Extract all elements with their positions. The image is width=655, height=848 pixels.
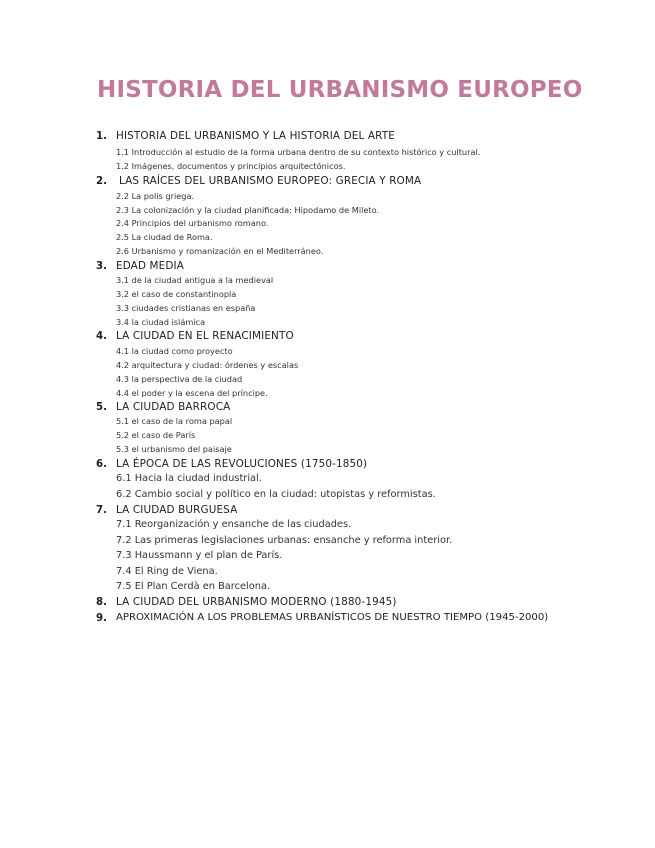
subitem: 7.4 El Ring de Viena. [116,566,218,577]
item-title: LA ÉPOCA DE LAS REVOLUCIONES (1750-1850) [116,458,368,470]
subitem: 2.2 La polis griega. [116,191,195,201]
subitem: 4.1 la ciudad como proyecto [116,346,233,356]
item-title: APROXIMACIÓN A LOS PROBLEMAS URBANÍSTICOS DE NUESTRO TIEMPO (1945-2000) [116,612,549,623]
item-title: LA CIUDAD BARROCA [116,401,231,413]
item-number: 8. [96,597,107,608]
item-number: 3. [96,261,107,272]
subitem: 1.1 Introducción al estudio de la forma urbana dentro de su contexto histórico y cultural. [116,147,481,157]
document-title: HISTORIA DEL URBANISMO EUROPEO [97,77,583,103]
subitem: 7.3 Haussmann y el plan de París. [116,550,283,561]
subitem: 4.4 el poder y la escena del príncipe. [116,388,268,398]
subitem: 2.6 Urbanismo y romanización en el Mediterráneo. [116,246,324,256]
subitem: 3.2 el caso de constantinopla [116,289,237,299]
subitem: 2.5 La ciudad de Roma. [116,232,213,242]
subitem: 5.1 el caso de la roma papal [116,416,233,426]
subitem: 4.2 arquitectura y ciudad: órdenes y escalas [116,360,299,370]
item-number: 4. [96,331,107,342]
item-title: LA CIUDAD EN EL RENACIMIENTO [116,330,294,342]
subitem: 6.1 Hacia la ciudad industrial. [116,473,262,484]
item-number: 1. [96,131,107,142]
item-title: LA CIUDAD BURGUESA [116,504,238,516]
subitem: 2.3 La colonización y la ciudad planificada: Hipodamo de Mileto. [116,205,380,215]
item-number: 6. [96,459,107,470]
subitem: 7.2 Las primeras legislaciones urbanas: ensanche y reforma interior. [116,535,453,546]
subitem: 3.3 ciudades cristianas en españa [116,303,256,313]
item-number: 2. [96,176,107,187]
item-title: HISTORIA DEL URBANISMO Y LA HISTORIA DEL ARTE [116,130,395,142]
item-number: 5. [96,402,107,413]
subitem: 5.2 el caso de París [116,430,196,440]
subitem: 7.5 El Plan Cerdà en Barcelona. [116,581,271,592]
item-title: LA CIUDAD DEL URBANISMO MODERNO (1880-1945) [116,596,397,608]
item-number: 9. [96,613,107,624]
item-title: LAS RAÍCES DEL URBANISMO EUROPEO: GRECIA Y ROMA [119,175,422,187]
subitem: 7.1 Reorganización y ensanche de las ciudades. [116,519,352,530]
item-title: EDAD MEDIA [116,260,184,272]
subitem: 6.2 Cambio social y político en la ciudad: utopistas y reformistas. [116,489,436,500]
subitem: 4.3 la perspectiva de la ciudad [116,374,243,384]
subitem: 5.3 el urbanismo del paisaje [116,444,232,454]
item-number: 7. [96,505,107,516]
subitem: 3.1 de la ciudad antigua a la medieval [116,275,274,285]
subitem: 1.2 Imágenes, documentos y principios arquitectónicos. [116,161,346,171]
subitem: 2.4 Principios del urbanismo romano. [116,218,269,228]
subitem: 3.4 la ciudad islámica [116,317,206,327]
